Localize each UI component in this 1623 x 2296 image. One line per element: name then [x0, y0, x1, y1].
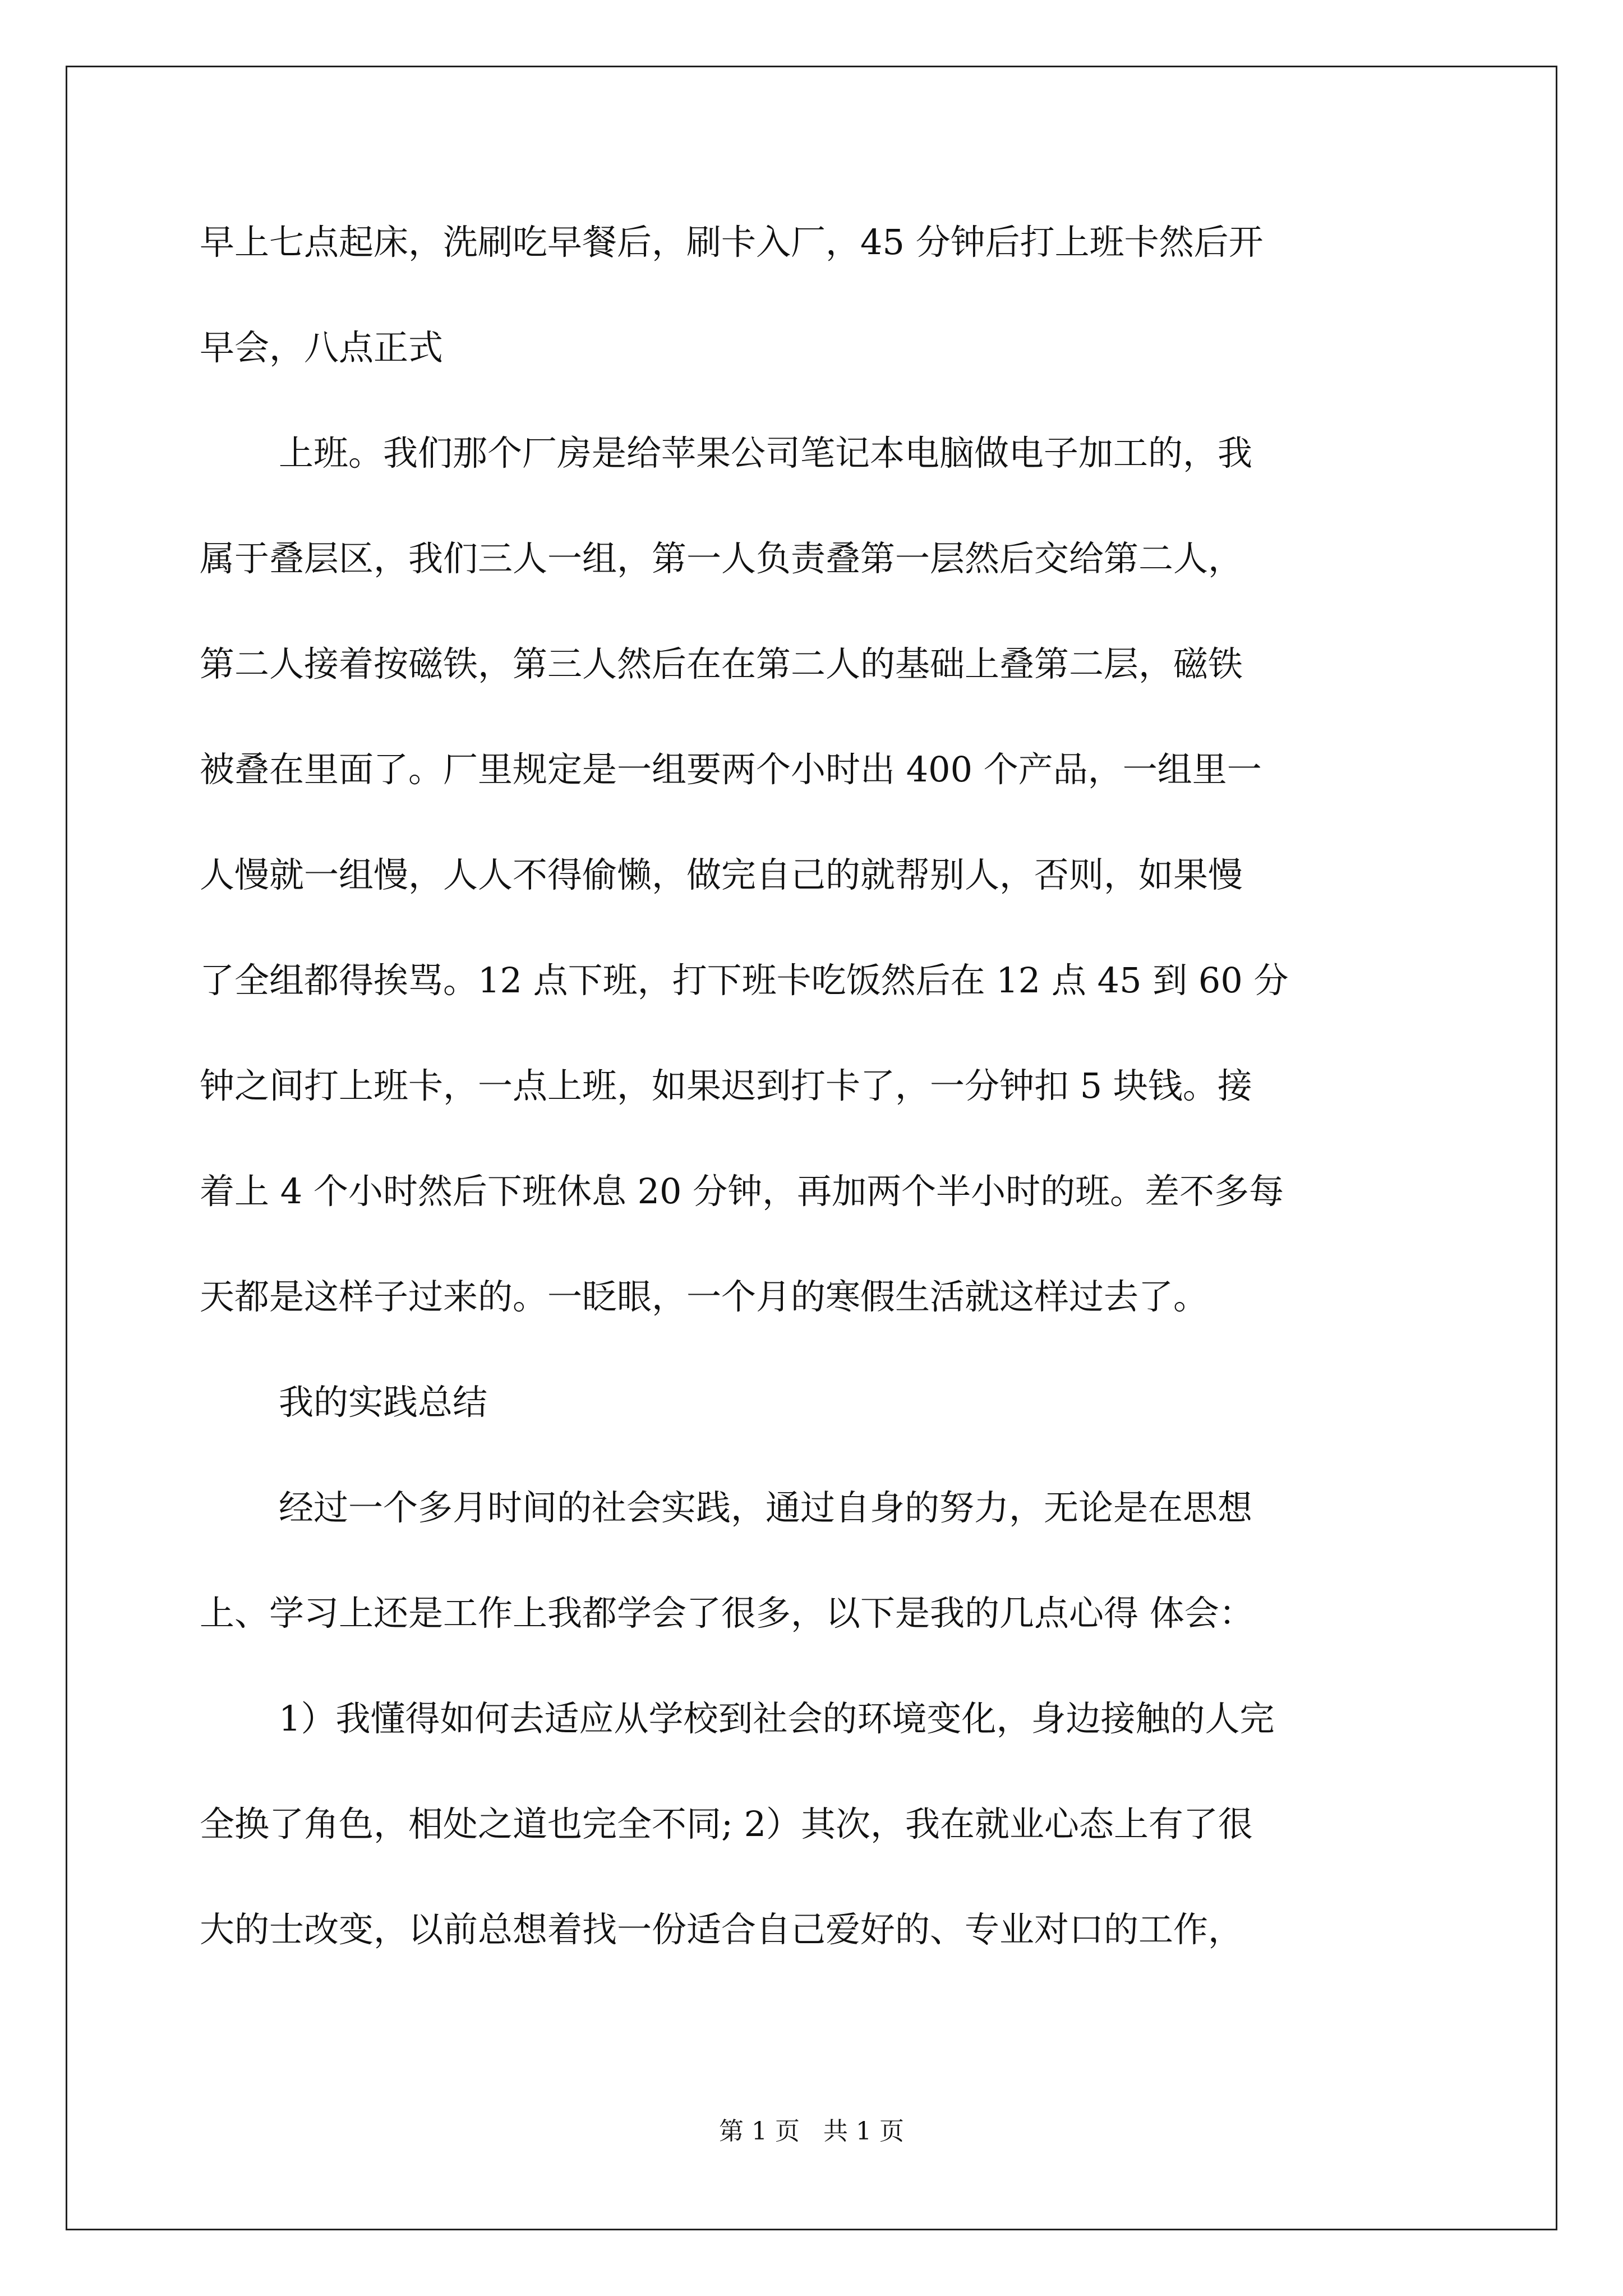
text-line: 早上七点起床，洗刷吃早餐后，刷卡入厂，45 分钟后打上班卡然后开 [200, 222, 1264, 263]
text-line: 上、学习上还是工作上我都学会了很多，以下是我的几点心得 体会： [200, 1593, 1254, 1634]
text-line: 人慢就一组慢，人人不得偷懒，做完自己的就帮别人，否则，如果慢 [200, 854, 1243, 895]
page-number-current: 第 1 页 [719, 2117, 800, 2146]
text-line: 上班。我们那个厂房是给苹果公司笔记本电脑做电子加工的，我 [279, 432, 1253, 473]
text-line: 天都是这样子过来的。一眨眼，一个月的寒假生活就这样过去了。 [200, 1276, 1209, 1317]
text-line: 着上 4 个小时然后下班休息 20 分钟，再加两个半小时的班。差不多每 [200, 1171, 1284, 1212]
text-line: 1）我懂得如何去适应从学校到社会的环境变化，身边接触的人完 [279, 1698, 1275, 1739]
text-line: 全换了角色，相处之道也完全不同; 2）其次，我在就业心态上有了很 [200, 1803, 1253, 1844]
text-line: 早会，八点正式 [200, 327, 444, 368]
text-line: 经过一个多月时间的社会实践，通过自身的努力，无论是在思想 [279, 1487, 1253, 1528]
document-body [200, 216, 1433, 1956]
text-line: 了全组都得挨骂。12 点下班，打下班卡吃饭然后在 12 点 45 到 60 分 [200, 960, 1289, 1001]
page-number-total: 共 1 页 [823, 2117, 904, 2146]
text-line: 大的士改变，以前总想着找一份适合自己爱好的、专业对口的工作， [200, 1909, 1243, 1950]
text-line: 第二人接着按磁铁，第三人然后在在第二人的基础上叠第二层，磁铁 [200, 643, 1243, 684]
section-heading: 我的实践总结 [279, 1382, 488, 1423]
text-line: 被叠在里面了。厂里规定是一组要两个小时出 400 个产品，一组里一 [200, 749, 1262, 790]
text-line: 钟之间打上班卡，一点上班，如果迟到打卡了，一分钟扣 5 块钱。接 [200, 1065, 1252, 1106]
text-line: 属于叠层区，我们三人一组，第一人负责叠第一层然后交给第二人， [200, 538, 1243, 579]
page-footer [0, 2115, 1623, 2148]
